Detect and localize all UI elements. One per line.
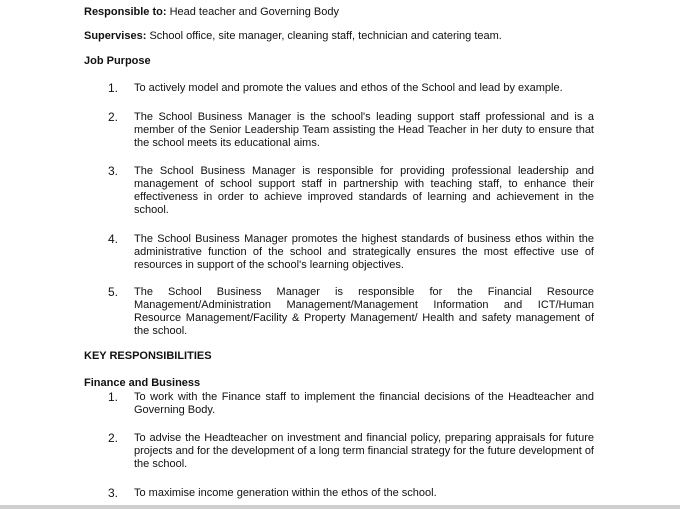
item-text: To work with the Finance staff to implement the financial decisions of the Headteacher and Governing Body. [134, 391, 594, 416]
item-text: The School Business Manager is responsible for the Financial Resource Management/Administration Management/Management Information and ICT/Human Resource Management/Facility & Property Management/ Health and safety management of the school. [134, 286, 594, 337]
responsible-to-label: Responsible to: [84, 6, 167, 18]
item-number: 1. [108, 81, 119, 95]
item-text: The School Business Manager is the school's leading support staff professional and is a member of the Senior Leadership Team assisting the Head Teacher in her duty to ensure that the school meets its educational aims. [134, 111, 594, 149]
supervises-label: Supervises: [84, 30, 147, 42]
item-number: 3. [108, 164, 119, 178]
item-text: To actively model and promote the values and ethos of the School and lead by example. [134, 82, 563, 94]
key-responsibilities-heading: KEY RESPONSIBILITIES [84, 350, 212, 362]
supervises-value: School office, site manager, cleaning staff, technician and catering team. [149, 30, 502, 42]
responsible-to-value: Head teacher and Governing Body [169, 6, 339, 18]
supervises-line [84, 30, 502, 43]
item-number: 3. [108, 486, 119, 500]
item-number: 2. [108, 110, 119, 124]
item-number: 1. [108, 390, 119, 404]
responsible-to-line [84, 6, 339, 19]
page-bottom-edge [0, 505, 680, 509]
item-number: 2. [108, 431, 119, 445]
item-number: 4. [108, 232, 119, 246]
job-purpose-heading: Job Purpose [84, 55, 151, 67]
item-text: The School Business Manager is responsible for providing professional leadership and management of school support staff in partnership with teaching staff, to enhance their effectiveness in order to achieve improved standards of learning and achievement in the school. [134, 165, 594, 216]
item-text: To maximise income generation within the ethos of the school. [134, 487, 437, 499]
item-text: The School Business Manager promotes the highest standards of business ethos within the administrative function of the school and strategically ensures the most effective use of resources in support of the school's learning objectives. [134, 233, 594, 271]
item-number: 5. [108, 285, 119, 299]
finance-heading: Finance and Business [84, 377, 201, 389]
item-text: To advise the Headteacher on investment and financial policy, preparing appraisals for future projects and for the development of a long term financial strategy for the future development of the school. [134, 432, 594, 470]
